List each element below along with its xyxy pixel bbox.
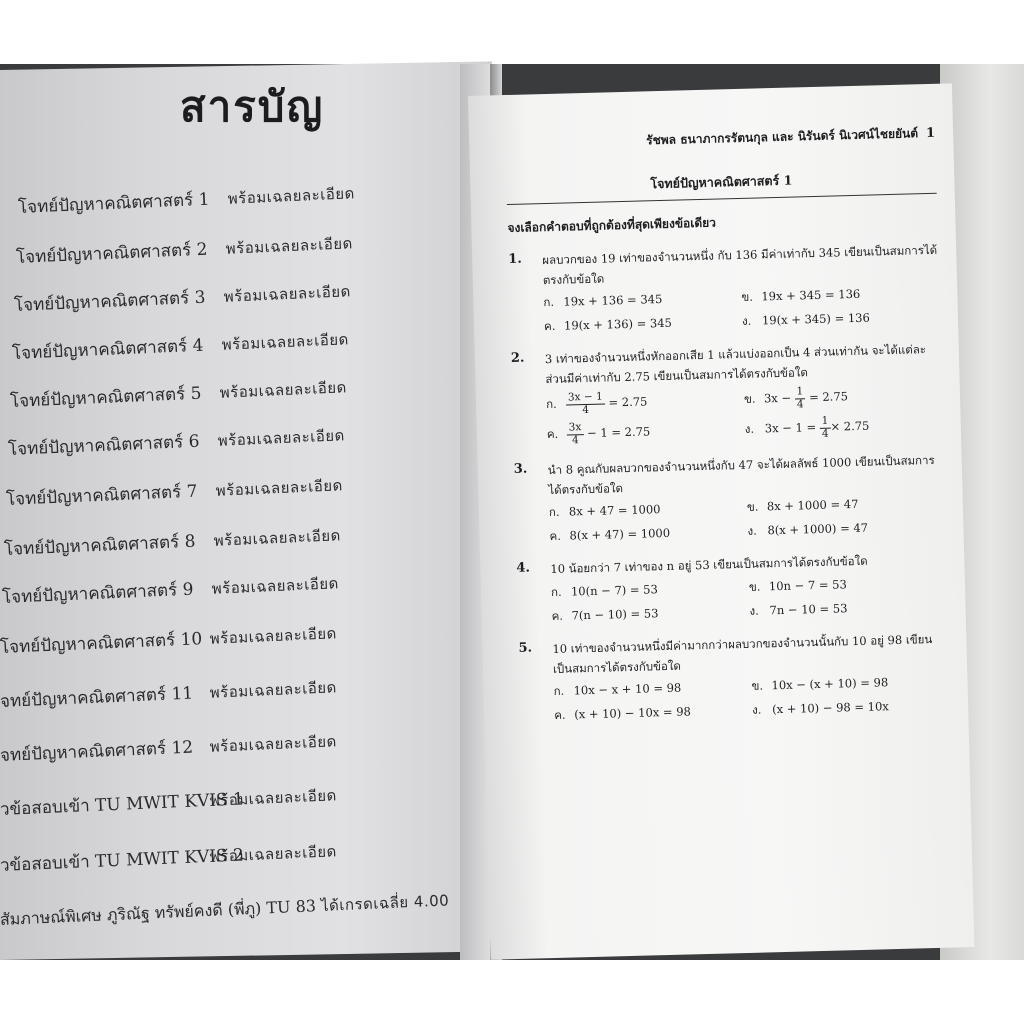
answer-option [749,598,947,621]
option-text: (x + 10) − 98 = 10x [771,699,889,717]
top-border [0,0,1024,64]
section-title: โจทย์ปัญหาคณิตศาสตร์ 1 [506,167,937,205]
option-suffix: − 1 = 2.75 [586,424,651,441]
option-label: ก. [550,584,562,600]
option-text: 8(x + 47) = 1000 [569,526,671,543]
option-label: ข. [746,500,759,515]
right-page-content [505,124,950,726]
option-prefix: 3x − [763,390,792,406]
toc-item-label: โจทย์ปัญหาคณิตศาสตร์ 9 [1,579,194,608]
toc-item-label: โจทย์ปัญหาคณิตศาสตร์ 4 [11,335,204,364]
option-label: ข. [743,391,756,407]
question [508,241,940,337]
option-label: ก. [553,683,565,699]
toc-item-label: จทย์ปัญหาคณิตศาสตร์ 12 [0,737,194,766]
answer-option [553,678,751,701]
toc-item-tag: พร้อมเฉลยละเอียด [209,842,338,866]
option-text: 8x + 47 = 1000 [568,502,661,519]
answer-option [747,494,945,517]
option-label: ก. [543,294,555,310]
question-text: 3 เท่าของจำนวนหนึ่งหักออกเสีย 1 แล้วแบ่งออกเป็น 4 ส่วนเท่ากัน จะได้แต่ละส่วนมีค่าเท่ากับ 2.75 เขียนเป็นสมการได้ตรงกับข้อใด [544,342,927,386]
option-label: ง. [744,421,755,437]
fraction-numerator: 1 [794,386,805,399]
toc-item-label: โจทย์ปัญหาคณิตศาสตร์ 8 [3,531,196,560]
toc-item-label: วข้อสอบเข้า TU MWIT KVIS 1 [0,789,245,820]
question-number: 3. [513,461,528,478]
fraction [794,386,805,410]
fraction [567,422,584,447]
page-header [505,124,935,154]
option-label: ข. [748,579,761,594]
toc-item-tag: ได้เกรดเฉลี่ย 4.00 [320,891,450,915]
fraction-denominator: 4 [821,427,829,440]
toc-item-tag: พร้อมเฉลยละเอียด [217,426,346,450]
fraction-denominator: 4 [582,403,590,416]
toc-item-label: โจทย์ปัญหาคณิตศาสตร์ 5 [9,383,202,412]
question [516,550,948,627]
question [514,451,946,547]
answer-option [742,308,940,331]
toc-item-tag: พร้อมเฉลยละเอียด [209,732,338,756]
answer-option [751,673,949,696]
toc-item-tag: พร้อมเฉลยละเอียด [219,378,348,402]
answer-option [749,574,947,597]
instruction: จงเลือกคำตอบที่ถูกต้องที่สุดเพียงข้อเดียว [507,215,717,236]
option-text: 8(x + 1000) = 47 [767,521,869,538]
option-suffix: = 2.75 [808,389,849,405]
toc-item-tag: พร้อมเฉลยละเอียด [209,678,338,702]
toc-item-label: โจทย์ปัญหาคณิตศาสตร์ 3 [13,287,206,316]
option-label: ข. [741,289,754,305]
toc-item-label: โจทย์ปัญหาคณิตศาสตร์ 10 [0,629,203,658]
option-text: 8x + 1000 = 47 [766,497,859,514]
toc-item-tag: พร้อมเฉลยละเอียด [221,330,350,354]
toc-item-tag: พร้อมเฉลยละเอียด [209,624,338,648]
toc-item-tag: พร้อมเฉลยละเอียด [211,574,340,598]
option-text: 19(x + 136) = 345 [563,315,673,333]
option-text: 10(n − 7) = 53 [570,582,659,599]
toc-title: สารบัญ [180,82,325,131]
option-label: ค. [543,318,556,334]
toc-item-label: จทย์ปัญหาคณิตศาสตร์ 11 [0,683,194,712]
answer-option [745,413,944,442]
question-number: 5. [518,640,533,656]
toc-item-label: โจทย์ปัญหาคณิตศาสตร์ 2 [15,239,208,268]
toc-item-tag: พร้อมเฉลยละเอียด [227,184,356,208]
option-label: ง. [749,603,760,618]
answer-option [554,702,752,725]
answer-option [752,697,950,720]
option-label: ก. [548,505,560,520]
option-label: ค. [551,608,564,624]
option-label: ค. [546,427,559,442]
question-text: 10 เท่าของจำนวนหนึ่งมีค่ามากกว่าผลบวกของจำนวนนั้นกับ 10 อยู่ 98 เขียนเป็นสมการได้ตรงกับข้อใด [552,632,933,676]
toc-item-label: สัมภาษณ์พิเศษ ภูริณัฐ ทรัพย์คงดี (พี่ภู) TU 83 [0,896,317,929]
option-text: 7(n − 10) = 53 [571,606,659,623]
option-label: ค. [549,529,562,544]
option-text: 10n − 7 = 53 [768,577,847,594]
option-label: ง. [741,313,752,328]
answer-option [551,603,749,626]
answer-option [747,518,945,541]
option-text: 19x + 136 = 345 [563,292,663,309]
toc-item-tag: พร้อมเฉลยละเอียด [215,476,344,500]
toc-item-label: โจทย์ปัญหาคณิตศาสตร์ 7 [5,481,198,510]
option-text: 10x − (x + 10) = 98 [771,675,889,693]
option-label: ข. [751,678,764,693]
toc-item-tag: พร้อมเฉลยละเอียด [223,282,352,306]
fraction-denominator: 4 [796,398,804,411]
option-text: (x + 10) − 10x = 98 [574,704,692,722]
answer-option [744,383,943,412]
answer-option [741,284,939,307]
option-label: ก. [545,397,557,412]
option-prefix: 3x − 1 = [764,420,817,436]
option-text: 10x − x + 10 = 98 [573,680,682,698]
option-text: 7n − 10 = 53 [769,601,848,618]
toc-item-label: โจทย์ปัญหาคณิตศาสตร์ 6 [7,431,200,460]
author-line: รัชพล ธนาภากรรัตนกุล และ นิรันดร์ นิเวศน์ไชยยันต์ [646,126,919,148]
question-text: ผลบวกของ 19 เท่าของจำนวนหนึ่ง กับ 136 มีค่าเท่ากับ 345 เขียนเป็นสมการได้ตรงกับข้อใด [542,242,938,287]
fraction-numerator: 1 [820,416,831,429]
toc-item-tag: พร้อมเฉลยละเอียด [225,234,354,258]
fraction [566,392,605,417]
answer-option [551,579,749,602]
question-text: นำ 8 คูณกับผลบวกของจำนวนหนึ่งกับ 47 จะได้ผลลัพธ์ 1000 เขียนเป็นสมการได้ตรงกับข้อใด [547,453,935,497]
question [511,340,943,449]
fraction [820,416,831,440]
answer-option [546,388,745,417]
answer-option [544,313,742,336]
option-text: 19(x + 345) = 136 [761,310,871,328]
option-label: ง. [747,524,757,539]
answer-option [549,499,747,522]
option-suffix: × 2.75 [830,418,870,434]
right-page [468,83,974,959]
toc-item-tag: พร้อมเฉลยละเอียด [213,526,342,550]
option-label: ง. [751,702,762,717]
answer-option [547,418,746,447]
fraction-denominator: 4 [571,434,579,447]
question-number: 1. [508,251,523,267]
option-suffix: = 2.75 [608,394,648,410]
toc-item-label: โจทย์ปัญหาคณิตศาสตร์ 1 [17,189,210,218]
question-text: 10 น้อยกว่า 7 เท่าของ n อยู่ 53 เขียนเป็นสมการได้ตรงกับข้อใด [550,554,868,577]
answer-option [549,523,747,546]
question-number: 4. [516,561,531,577]
fraction-numerator: 3x [567,422,584,435]
answer-option [543,289,741,312]
option-text: 19x + 345 = 136 [761,286,861,304]
question [518,630,950,726]
question-number: 2. [510,350,525,367]
bottom-border [0,960,1024,1024]
toc-item-tag: พร้อมเฉลยละเอียด [209,786,338,810]
fraction-numerator: 3x − 1 [566,392,605,406]
toc-item-label: วข้อสอบเข้า TU MWIT KVIS 2 [0,845,245,876]
page-number: 1 [925,125,936,142]
option-label: ค. [554,707,566,723]
